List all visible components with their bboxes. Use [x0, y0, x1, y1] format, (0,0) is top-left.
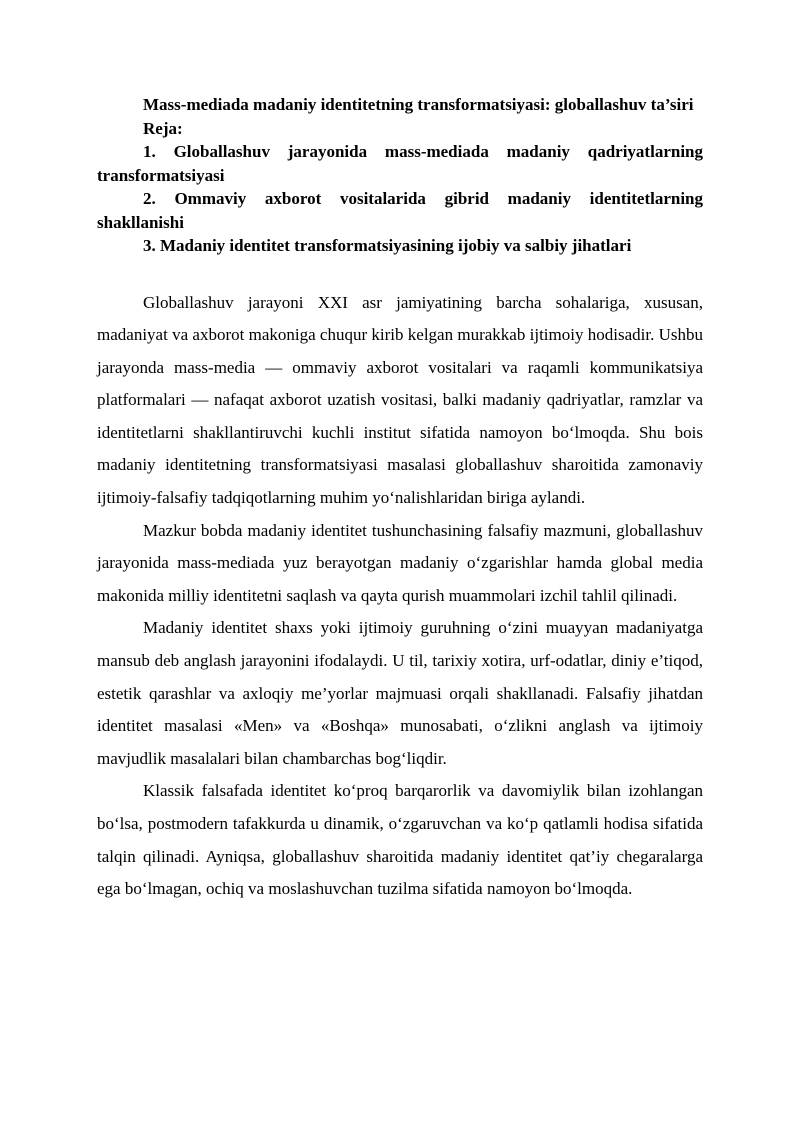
plan-item-2: 2. Ommaviy axborot vositalarida gibrid madaniy identitetlarning shakllanishi	[97, 189, 703, 232]
plan-label: Reja:	[143, 118, 183, 138]
body-paragraph-4: Klassik falsafada identitet ko‘proq barqarorlik va davomiylik bilan izohlangan bo‘lsa, postmodern tafakkurda u dinamik, o‘zgaruvchan va ko‘p qatlamli hodisa sifatida talqin qilinadi. Ayniqsa, globallashuv sharoitida madaniy identitet qat’iy chegaralarga ega bo‘lmagan, ochiq va moslashuvchan tuzilma sifatida namoyon bo‘lmoqda.	[97, 781, 703, 899]
body-paragraph-2: Mazkur bobda madaniy identitet tushunchasining falsafiy mazmuni, globallashuv jarayonida mass-mediada yuz berayotgan madaniy o‘zgarishlar hamda global media makonida milliy identitetni saqlash va qayta qurish muammolari izchil tahlil qilinadi.	[97, 520, 703, 605]
plan-item-3: 3. Madaniy identitet transformatsiyasining ijobiy va salbiy jihatlari	[143, 236, 632, 255]
body-paragraph-3: Madaniy identitet shaxs yoki ijtimoiy guruhning o‘zini muayyan madaniyatga mansub deb anglash jarayonini ifodalaydi. U til, tarixiy xotira, urf-odatlar, diniy e’tiqod, estetik qarashlar va axloqiy me’yorlar majmuasi orqali shakllanadi. Falsafiy jihatdan identitet masalasi «Men» va «Boshqa» munosabati, o‘zlikni anglash va ijtimoiy mavjudlik masalalari bilan chambarchas bog‘liqdir.	[97, 618, 703, 768]
plan-item-1: 1. Globallashuv jarayonida mass-mediada madaniy qadriyatlarning transformatsiyasi	[97, 142, 703, 185]
document-title: Mass-mediada madaniy identitetning transformatsiyasi: globallashuv ta’siri	[143, 95, 694, 114]
body-text	[97, 287, 703, 906]
body-paragraph-1: Globallashuv jarayoni XXI asr jamiyatining barcha sohalariga, xususan, madaniyat va axborot makoniga chuqur kirib kelgan murakkab ijtimoiy hodisadir. Ushbu jarayonda mass-media — ommaviy axborot vositalari va raqamli kommunikatsiya platformalari — nafaqat axborot uzatish vositasi, balki madaniy qadriyatlar, ramzlar va identitetlarni shakllantiruvchi kuchli institut sifatida namoyon bo‘lmoqda. Shu bois madaniy identitetning transformatsiyasi masalasi globallashuv sharoitida zamonaviy ijtimoiy-falsafiy tadqiqotlarning muhim yo‘nalishlaridan biriga aylandi.	[97, 292, 703, 508]
document-content	[97, 0, 703, 906]
